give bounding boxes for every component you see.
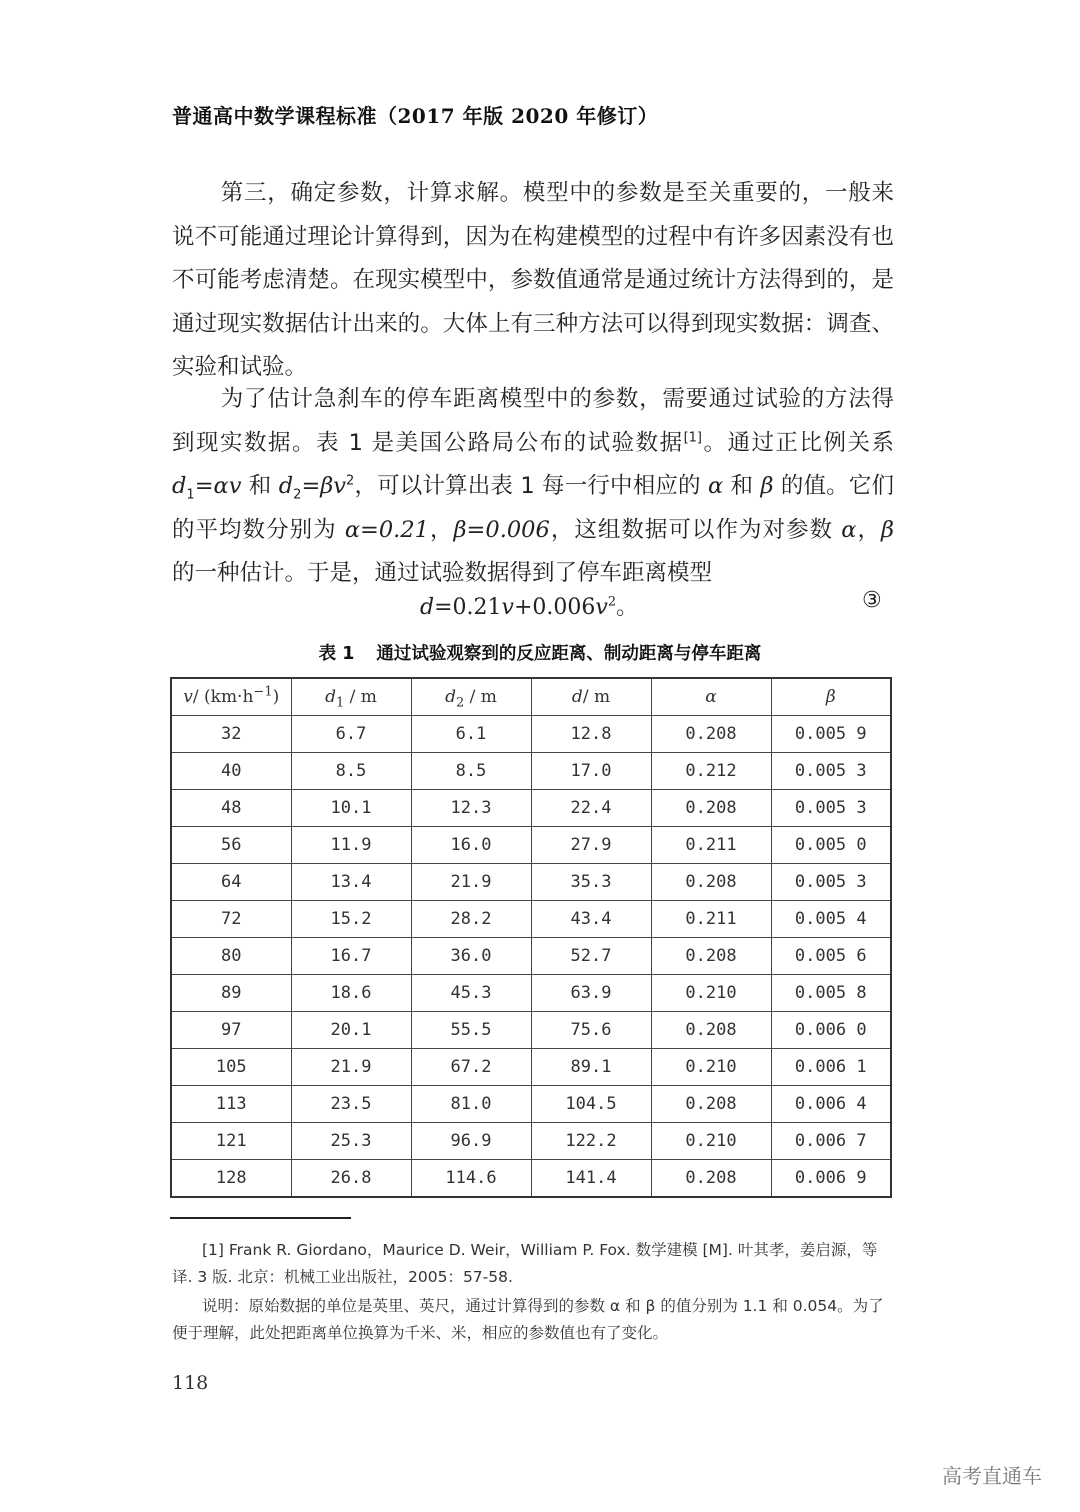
text: 的一种估计。于是，通过试验数据得到了停车距离模型	[172, 560, 713, 586]
cell-reaction-distance: 26.8	[291, 1160, 411, 1198]
cell-stopping-distance: 43.4	[531, 901, 651, 938]
cell-alpha: 0.210	[651, 1049, 771, 1086]
running-header: 普通高中数学课程标准（2017 年版 2020 年修订）	[172, 104, 659, 128]
cell-braking-distance: 28.2	[411, 901, 531, 938]
paragraph-text: 第三，确定参数，计算求解。模型中的参数是至关重要的，一般来说不可能通过理论计算得到，因为在构建模型的过程中有许多因素没有也不可能考虑清楚。在现实模型中，参数值通常是通过统计方法得到的，是通过现实数据估计出来的。大体上有三种方法可以得到现实数据：调查、实验和试验。	[172, 180, 894, 380]
cell-reaction-distance: 20.1	[291, 1012, 411, 1049]
cell-reaction-distance: 16.7	[291, 938, 411, 975]
table-row	[171, 938, 891, 975]
table-row	[171, 901, 891, 938]
cell-braking-distance: 96.9	[411, 1123, 531, 1160]
text: 为了估计急刹车的停车距离模型中的参数，需要通过试验的方法得到现实数据。表 1 是美国公路局公布的试验数据	[172, 386, 894, 456]
cell-braking-distance: 45.3	[411, 975, 531, 1012]
cell-braking-distance: 21.9	[411, 864, 531, 901]
footnote-text: [1] Frank R. Giordano，Maurice D. Weir，William P. Fox. 数学建模 [M]. 叶其孝，姜启源，等译. 3 版. 北京：机械工业出版社，2005：57-58.	[172, 1241, 878, 1286]
cell-reaction-distance: 11.9	[291, 827, 411, 864]
text: ，这组数据可以作为对参数	[549, 516, 842, 543]
header-unit: / m	[582, 687, 611, 707]
cell-speed: 80	[171, 938, 291, 975]
header-unit-close: )	[272, 687, 280, 707]
watermark: 高考直通车	[942, 1464, 1042, 1488]
formula-stopping-distance	[420, 590, 638, 621]
header-var: β	[825, 687, 836, 707]
text: ，	[428, 516, 454, 543]
math-expr: =0.21	[434, 595, 502, 620]
cell-beta: 0.005 8	[771, 975, 891, 1012]
cell-stopping-distance: 12.8	[531, 716, 651, 753]
cell-alpha: 0.211	[651, 827, 771, 864]
cell-reaction-distance: 21.9	[291, 1049, 411, 1086]
cell-alpha: 0.208	[651, 716, 771, 753]
cell-reaction-distance: 18.6	[291, 975, 411, 1012]
math-var: α	[841, 516, 857, 543]
cell-stopping-distance: 141.4	[531, 1160, 651, 1198]
header-braking-distance	[411, 678, 531, 716]
header-beta	[771, 678, 891, 716]
cell-stopping-distance: 104.5	[531, 1086, 651, 1123]
cell-speed: 72	[171, 901, 291, 938]
text: 和	[241, 473, 279, 499]
cell-beta: 0.005 0	[771, 827, 891, 864]
cell-beta: 0.005 3	[771, 753, 891, 790]
cell-stopping-distance: 35.3	[531, 864, 651, 901]
cell-braking-distance: 36.0	[411, 938, 531, 975]
cell-stopping-distance: 52.7	[531, 938, 651, 975]
cell-alpha: 0.210	[651, 975, 771, 1012]
table-row	[171, 1086, 891, 1123]
cell-reaction-distance: 10.1	[291, 790, 411, 827]
data-table	[170, 677, 892, 1198]
text: 的值。它们的平均数分别为	[172, 473, 894, 543]
cell-braking-distance: 55.5	[411, 1012, 531, 1049]
cell-stopping-distance: 63.9	[531, 975, 651, 1012]
cell-beta: 0.005 9	[771, 716, 891, 753]
cell-braking-distance: 67.2	[411, 1049, 531, 1086]
citation-ref[interactable]: [1]	[683, 430, 702, 445]
cell-stopping-distance: 27.9	[531, 827, 651, 864]
cell-speed: 121	[171, 1123, 291, 1160]
cell-reaction-distance: 6.7	[291, 716, 411, 753]
footnote-note	[172, 1293, 894, 1347]
cell-stopping-distance: 122.2	[531, 1123, 651, 1160]
table-row	[171, 864, 891, 901]
footnote-reference-1	[172, 1237, 894, 1291]
header-sub: 2	[455, 695, 465, 711]
math-var: v	[501, 595, 514, 620]
header-var: α	[705, 687, 717, 707]
cell-braking-distance: 81.0	[411, 1086, 531, 1123]
footnote-rule	[170, 1217, 351, 1219]
text: 和	[723, 473, 761, 499]
math-expr: α=0.21	[344, 516, 429, 543]
cell-speed: 89	[171, 975, 291, 1012]
cell-speed: 128	[171, 1160, 291, 1198]
header-var: d	[325, 687, 336, 707]
table-row	[171, 790, 891, 827]
cell-beta: 0.005 3	[771, 790, 891, 827]
cell-alpha: 0.208	[651, 1086, 771, 1123]
paragraph-parameters	[172, 172, 894, 390]
cell-speed: 113	[171, 1086, 291, 1123]
cell-beta: 0.006 4	[771, 1086, 891, 1123]
cell-speed: 32	[171, 716, 291, 753]
cell-alpha: 0.208	[651, 1012, 771, 1049]
math-sup: 2	[346, 473, 355, 489]
table-row	[171, 716, 891, 753]
table-row	[171, 975, 891, 1012]
math-expr: =βv	[301, 473, 347, 499]
table-caption	[0, 640, 1080, 665]
cell-stopping-distance: 75.6	[531, 1012, 651, 1049]
cell-alpha: 0.208	[651, 938, 771, 975]
table-row	[171, 1012, 891, 1049]
text: ，	[856, 516, 881, 543]
header-alpha	[651, 678, 771, 716]
table-row	[171, 827, 891, 864]
cell-alpha: 0.211	[651, 901, 771, 938]
text: 。通过正比例关系	[702, 429, 894, 456]
paragraph-experiment	[172, 378, 894, 596]
cell-beta: 0.006 7	[771, 1123, 891, 1160]
cell-braking-distance: 114.6	[411, 1160, 531, 1198]
page-number: 118	[172, 1372, 209, 1394]
cell-alpha: 0.208	[651, 864, 771, 901]
table-row	[171, 753, 891, 790]
text: ，可以计算出表 1 每一行中相应的	[354, 473, 708, 499]
cell-beta: 0.005 4	[771, 901, 891, 938]
cell-beta: 0.006 0	[771, 1012, 891, 1049]
header-var: d	[571, 687, 583, 707]
header-unit: / m	[464, 687, 497, 707]
math-var: d	[278, 473, 294, 499]
cell-alpha: 0.210	[651, 1123, 771, 1160]
cell-reaction-distance: 13.4	[291, 864, 411, 901]
math-sub: 1	[186, 487, 195, 503]
cell-reaction-distance: 25.3	[291, 1123, 411, 1160]
header-exp: −1	[253, 684, 273, 700]
math-var: β	[760, 473, 774, 499]
cell-alpha: 0.208	[651, 1160, 771, 1198]
table-header-row	[171, 678, 891, 716]
table-row	[171, 1160, 891, 1198]
math-var: d	[172, 473, 187, 499]
math-expr: =αv	[194, 473, 242, 499]
header-unit: / (km·h	[192, 687, 254, 707]
cell-speed: 40	[171, 753, 291, 790]
table-row	[171, 1123, 891, 1160]
math-punct: 。	[616, 595, 639, 620]
cell-speed: 105	[171, 1049, 291, 1086]
table-row	[171, 1049, 891, 1086]
header-unit: / m	[344, 687, 377, 707]
cell-alpha: 0.212	[651, 753, 771, 790]
header-sub: 1	[335, 695, 345, 711]
math-var: β	[880, 516, 894, 543]
footnote-text: 说明：原始数据的单位是英里、英尺，通过计算得到的参数 α 和 β 的值分别为 1.1 和 0.054。为了便于理解，此处把距离单位换算为千米、米，相应的参数值也有了变化。	[172, 1297, 884, 1342]
cell-speed: 97	[171, 1012, 291, 1049]
header-stopping-distance	[531, 678, 651, 716]
cell-braking-distance: 8.5	[411, 753, 531, 790]
cell-speed: 48	[171, 790, 291, 827]
cell-braking-distance: 6.1	[411, 716, 531, 753]
cell-speed: 56	[171, 827, 291, 864]
cell-reaction-distance: 23.5	[291, 1086, 411, 1123]
cell-alpha: 0.208	[651, 790, 771, 827]
cell-speed: 64	[171, 864, 291, 901]
cell-stopping-distance: 22.4	[531, 790, 651, 827]
cell-reaction-distance: 15.2	[291, 901, 411, 938]
math-var: v	[595, 595, 608, 620]
cell-beta: 0.006 9	[771, 1160, 891, 1198]
header-reaction-distance	[291, 678, 411, 716]
table-caption-text: 通过试验观察到的反应距离、制动距离与停车距离	[376, 644, 762, 664]
table-number: 表 1	[318, 644, 355, 664]
cell-stopping-distance: 89.1	[531, 1049, 651, 1086]
cell-beta: 0.005 3	[771, 864, 891, 901]
header-var: v	[183, 687, 193, 707]
cell-braking-distance: 12.3	[411, 790, 531, 827]
equation-number: ③	[862, 588, 882, 613]
cell-beta: 0.005 6	[771, 938, 891, 975]
math-var: α	[708, 473, 724, 499]
cell-beta: 0.006 1	[771, 1049, 891, 1086]
math-expr: +0.006	[513, 595, 596, 620]
cell-braking-distance: 16.0	[411, 827, 531, 864]
math-sup: 2	[607, 594, 617, 610]
cell-reaction-distance: 8.5	[291, 753, 411, 790]
header-var: d	[445, 687, 456, 707]
math-sub: 2	[293, 487, 302, 503]
math-var: d	[420, 595, 435, 620]
math-expr: β=0.006	[453, 516, 550, 543]
cell-stopping-distance: 17.0	[531, 753, 651, 790]
header-speed	[171, 678, 291, 716]
